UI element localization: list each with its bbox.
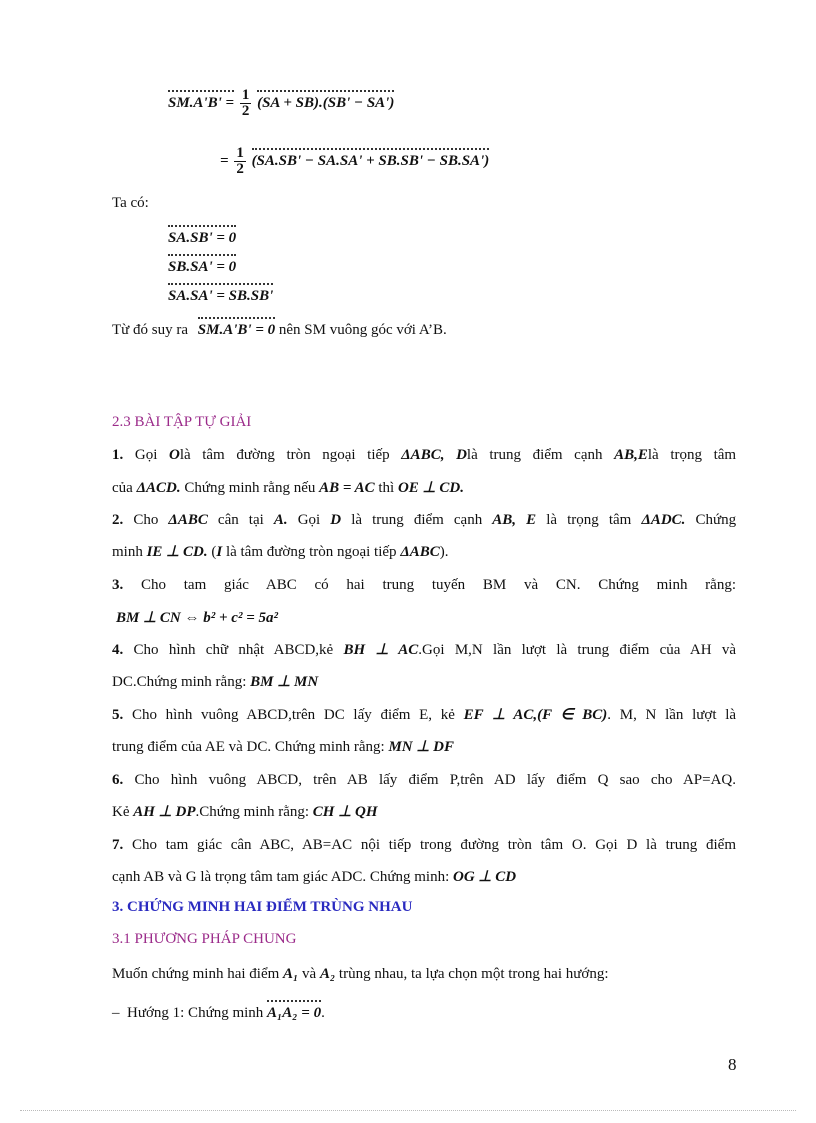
fraction-denominator: 2 xyxy=(241,103,250,119)
exercise-3-line-1: 3. Cho tam giác ABC có hai trung tuyến BM và CN. Chứng minh rằng: xyxy=(112,577,737,593)
bullet-huong-1: – Hướng 1: Chứng minh A₁A₂ = 0. xyxy=(112,1005,325,1021)
exercise-3-line-2: BM ⊥ CN ⇔ b² + c² = 5a² xyxy=(116,610,278,626)
intro-line: Muốn chứng minh hai điểm A₁ và A₂ trùng nhau, ta lựa chọn một trong hai hướng: xyxy=(112,966,609,982)
exercise-1-line-1: 1. Gọi Olà tâm đường tròn ngoại tiếp ΔABC, Dlà trung điểm cạnh AB,Elà trọng tâm xyxy=(112,447,737,463)
eq1-lhs: SM.A'B' = xyxy=(168,94,235,111)
section-heading-2-3: 2.3 BÀI TẬP TỰ GIẢI xyxy=(112,414,252,430)
conclusion-prefix: Từ đó suy ra xyxy=(112,322,189,338)
exercise-4-line-2: DC.Chứng minh rằng: BM ⊥ MN xyxy=(112,674,319,690)
bullet-expression: A₁A₂ = 0 xyxy=(267,1005,322,1021)
eq2-rhs: (SA.SB' − SA.SA' + SB.SB' − SB.SA') xyxy=(251,152,490,169)
exercise-2-line-2: minh IE ⊥ CD. (I là tâm đường tròn ngoại tiếp ΔABC). xyxy=(112,544,449,560)
exercise-5-line-1: 5. Cho hình vuông ABCD,trên DC lấy điểm E, kẻ EF ⊥ AC,(F ∈ BC). M, N lần lượt là xyxy=(112,707,737,723)
exercise-7-line-2: cạnh AB và G là trọng tâm tam giác ADC. Chứng minh: OG ⊥ CD xyxy=(112,869,517,885)
conclusion-expression: SM.A'B' = 0 xyxy=(197,322,276,338)
equation-line-2 xyxy=(220,146,489,177)
conclusion-suffix: nên SM vuông góc với A’B. xyxy=(278,322,447,338)
exercise-6-line-2: Kẻ AH ⊥ DP.Chứng minh rằng: CH ⊥ QH xyxy=(112,804,378,820)
page-number: 8 xyxy=(728,1055,737,1074)
fraction-numerator: 1 xyxy=(241,87,250,103)
exercise-5-line-2: trung điểm của AE và DC. Chứng minh rằng: MN ⊥ DF xyxy=(112,739,455,755)
fact-expression: SB.SA' = 0 xyxy=(168,259,237,275)
exercise-6-line-1: 6. Cho hình vuông ABCD, trên AB lấy điểm P,trên AD lấy điểm Q sao cho AP=AQ. xyxy=(112,772,737,788)
section-heading-3: 3. CHỨNG MINH HAI ĐIỂM TRÙNG NHAU xyxy=(112,899,413,915)
equation-line-1 xyxy=(168,88,394,119)
bullet-dash: – xyxy=(112,1005,120,1021)
eq2-fraction xyxy=(234,146,246,177)
fraction-denominator: 2 xyxy=(236,161,244,177)
fact-3 xyxy=(168,286,273,306)
eq1-rhs: (SA + SB).(SB' − SA') xyxy=(257,94,395,111)
fact-expression: SA.SB' = 0 xyxy=(168,230,237,246)
exercise-2-line-1: 2. Cho ΔABC cân tại A. Gọi D là trung điểm cạnh AB, E là trọng tâm ΔADC. Chứng xyxy=(112,512,737,528)
exercise-4-line-1: 4. Cho hình chữ nhật ABCD,kẻ BH ⊥ AC.Gọi M,N lần lượt là trung điểm của AH và xyxy=(112,642,737,658)
fraction-numerator: 1 xyxy=(236,145,244,161)
fact-2 xyxy=(168,257,236,277)
eq2-lhs: = xyxy=(220,152,229,169)
exercise-7-line-1: 7. Cho tam giác cân ABC, AB=AC nội tiếp trong đường tròn tâm O. Gọi D là trung điểm xyxy=(112,837,736,853)
conclusion-line xyxy=(112,320,447,340)
page-bottom-rule xyxy=(20,1110,796,1111)
eq1-fraction xyxy=(240,88,252,119)
fact-expression: SA.SA' = SB.SB' xyxy=(168,288,274,304)
section-heading-3-1: 3.1 PHƯƠNG PHÁP CHUNG xyxy=(112,931,297,947)
ta-co-label: Ta có: xyxy=(112,195,149,211)
exercise-1-line-2: của ΔACD. Chứng minh rằng nếu AB = AC thì OE ⊥ CD. xyxy=(112,480,464,496)
fact-1 xyxy=(168,228,236,248)
